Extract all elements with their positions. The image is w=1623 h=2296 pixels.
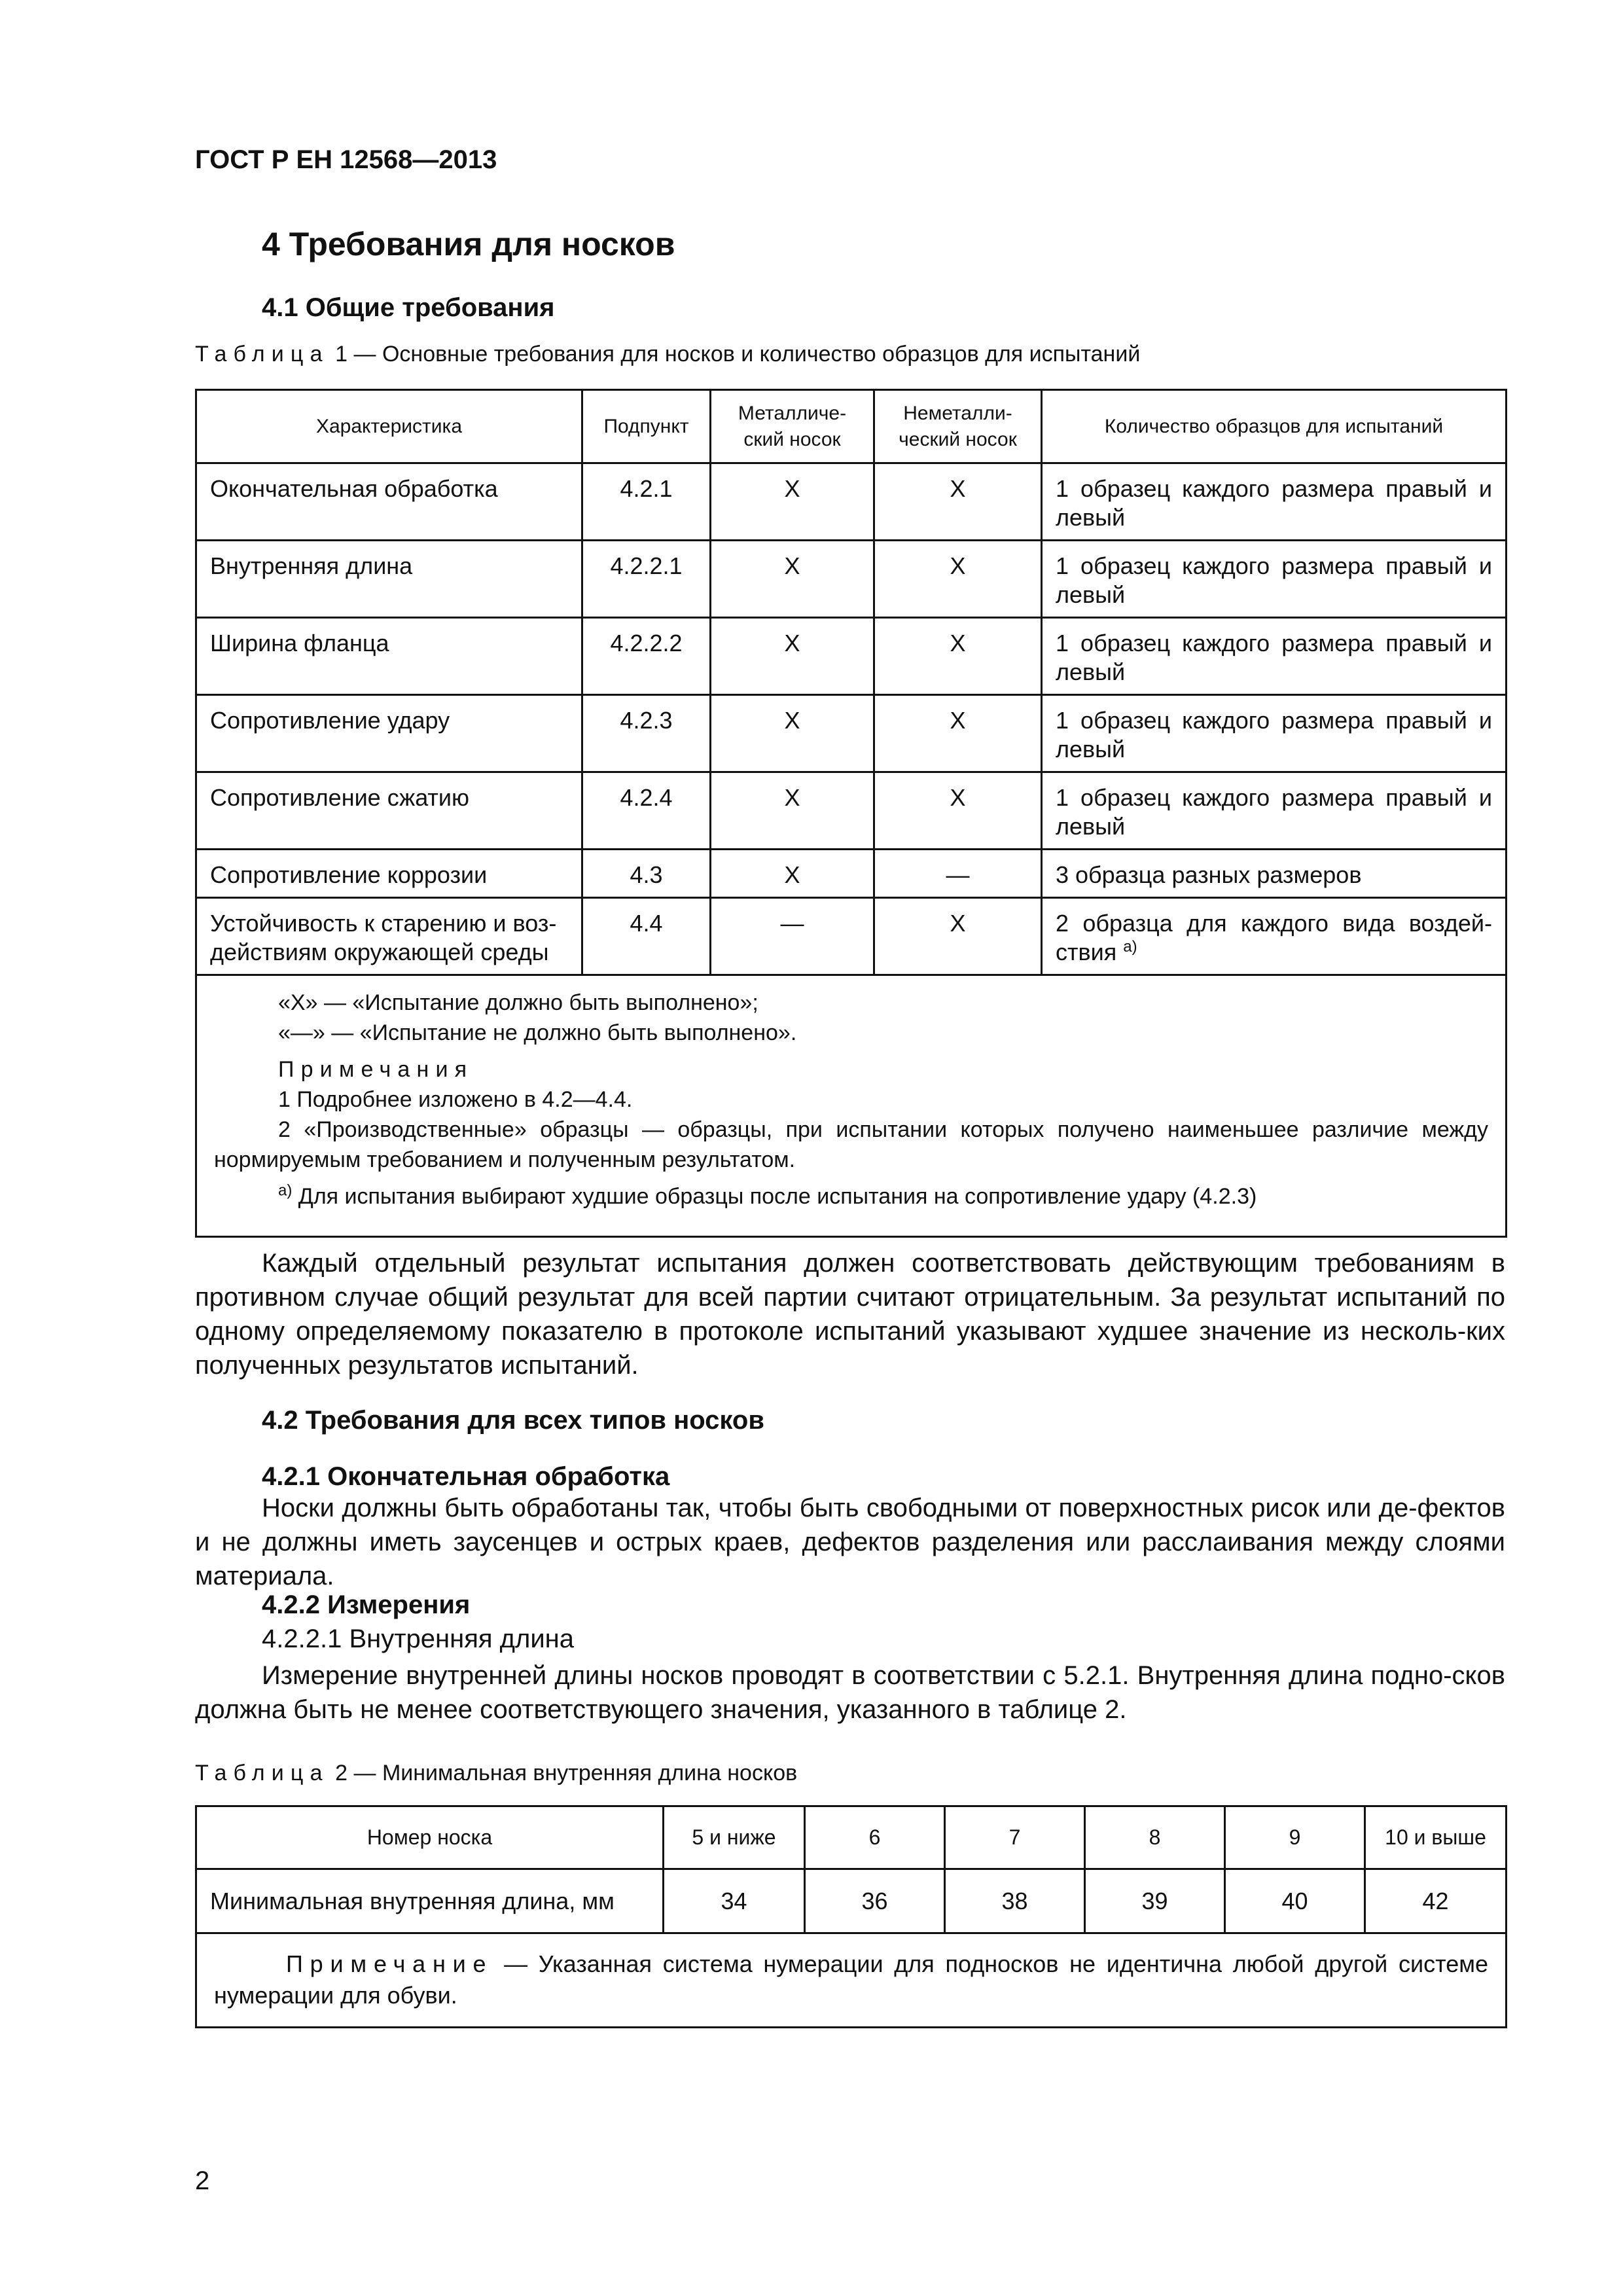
table-notes-cell [196,975,1507,1237]
footnote-mark: а) [278,1181,293,1200]
metal-cell: X [711,850,874,898]
nonmetal-cell: — [874,850,1042,898]
characteristic-cell: Ширина фланца [196,618,582,695]
clause-cell: 4.2.4 [582,772,711,850]
table-header-cell: Количество образцов для испытаний [1042,390,1507,463]
quantity-cell: 1 образец каждого размера правый и левый [1042,463,1507,541]
metal-cell: X [711,695,874,772]
length-value-cell: 40 [1225,1869,1365,1933]
characteristic-cell: Сопротивление сжатию [196,772,582,850]
metal-cell: X [711,463,874,541]
table-header-cell: Металличе-ский носок [711,390,874,463]
min-length-table [195,1805,1507,2028]
length-value-cell: 42 [1365,1869,1507,1933]
table-row [196,541,1507,618]
note-word: Примечание [286,1950,493,1977]
table-header-row [196,1806,1507,1869]
table-note-row [196,1933,1507,2028]
nonmetal-cell: X [874,695,1042,772]
table-header-cell: Неметалли-ческий носок [874,390,1042,463]
table-note-cell [196,1933,1507,2028]
table-row [196,463,1507,541]
table-row [196,850,1507,898]
table-row [196,772,1507,850]
nonmetal-cell: X [874,772,1042,850]
size-header-cell: 5 и ниже [664,1806,805,1869]
nonmetal-cell: X [874,898,1042,975]
table-row [196,695,1507,772]
characteristic-cell: Окончательная обработка [196,463,582,541]
length-paragraph [195,1659,1505,1727]
results-paragraph [195,1246,1505,1382]
size-header-cell: 6 [805,1806,945,1869]
table2-caption [195,1761,797,1786]
nonmetal-cell: X [874,541,1042,618]
nonmetal-cell: X [874,618,1042,695]
table2-caption-word: Таблица [195,1761,329,1785]
table-notes-row [196,975,1507,1237]
legend-dash: «—» — «Испытание не должно быть выполнено». [278,1020,797,1045]
footnote-ref: а) [1123,938,1137,956]
footnote [214,1181,1488,1211]
section-title: 4 Требования для носков [262,226,675,262]
characteristic-cell: Сопротивление коррозии [196,850,582,898]
length-value-cell: 39 [1085,1869,1225,1933]
metal-cell: X [711,618,874,695]
length-value-cell: 38 [945,1869,1085,1933]
table-row [196,898,1507,975]
quantity-cell [1042,898,1507,975]
footnote-text: Для испытания выбирают худшие образцы после испытания на сопротивление удару (4.2.3) [292,1184,1257,1209]
metal-cell: X [711,541,874,618]
finish-paragraph [195,1491,1505,1593]
table-row [196,1869,1507,1933]
table1-caption-text: 1 — Основные требования для носков и количество образцов для испытаний [329,342,1141,367]
note-text: — Указанная система нумерации для подносков не идентична любой другой системе нумерации для обуви. [214,1950,1488,2009]
subsection-title-4-2-2: 4.2.2 Измерения [262,1590,471,1619]
quantity-cell: 1 образец каждого размера правый и левый [1042,541,1507,618]
quantity-cell: 1 образец каждого размера правый и левый [1042,618,1507,695]
size-header-cell: 9 [1225,1806,1365,1869]
table-row [196,618,1507,695]
length-value-cell: 36 [805,1869,945,1933]
requirements-table [195,389,1507,1238]
clause-cell: 4.2.3 [582,695,711,772]
size-header-cell: 7 [945,1806,1085,1869]
clause-cell: 4.2.2.1 [582,541,711,618]
row-label-cell: Минимальная внутренняя длина, мм [196,1869,664,1933]
table2-caption-text: 2 — Минимальная внутренняя длина носков [329,1761,798,1785]
size-header-cell: 8 [1085,1806,1225,1869]
table1-caption [195,342,1140,367]
finish-paragraph-text: Носки должны быть обработаны так, чтобы быть свободными от поверхностных рисок или де-фектов и не должны иметь заусенцев и острых краев, дефектов разделения или расслаивания между слоями материала. [195,1494,1505,1590]
table-header-row [196,390,1507,463]
table-header-cell: Характеристика [196,390,582,463]
metal-cell: X [711,772,874,850]
clause-cell: 4.2.1 [582,463,711,541]
size-header-cell: 10 и выше [1365,1806,1507,1869]
quantity-text: 2 образца для каждого вида воздей-ствия [1056,910,1492,965]
quantity-cell: 3 образца разных размеров [1042,850,1507,898]
table1-caption-word: Таблица [195,342,329,367]
length-value-cell: 34 [664,1869,805,1933]
nonmetal-cell: X [874,463,1042,541]
notes-title: Примечания [278,1057,474,1082]
clause-cell: 4.2.2.2 [582,618,711,695]
subsection-title-4-2: 4.2 Требования для всех типов носков [262,1406,764,1435]
note-1: 1 Подробнее изложено в 4.2—4.4. [278,1087,633,1112]
clause-cell: 4.3 [582,850,711,898]
legend-x: «X» — «Испытание должно быть выполнено»; [278,990,758,1015]
subsection-title-4-1: 4.1 Общие требования [262,293,555,322]
subsection-title-4-2-2-1: 4.2.2.1 Внутренняя длина [262,1624,574,1653]
results-paragraph-text: Каждый отдельный результат испытания должен соответствовать действующим требованиям в противном случае общий результат для всей партии считают отрицательным. За результат испытаний по одному определяемому показателю в протоколе испытаний указывают худшее значение из несколь-ких полученных результатов испытаний. [195,1249,1505,1380]
page-number: 2 [195,2166,210,2195]
metal-cell: — [711,898,874,975]
document-header: ГОСТ Р ЕН 12568—2013 [195,145,497,174]
characteristic-cell: Внутренняя длина [196,541,582,618]
characteristic-cell: Сопротивление удару [196,695,582,772]
characteristic-cell: Устойчивость к старению и воз-действиям окружающей среды [196,898,582,975]
quantity-cell: 1 образец каждого размера правый и левый [1042,772,1507,850]
clause-cell: 4.4 [582,898,711,975]
quantity-cell: 1 образец каждого размера правый и левый [1042,695,1507,772]
length-paragraph-text: Измерение внутренней длины носков проводят в соответствии с 5.2.1. Внутренняя длина подно-сков должна быть не менее соответствующего значения, указанного в таблице 2. [195,1661,1505,1724]
table-header-cell: Подпункт [582,390,711,463]
subsection-title-4-2-1: 4.2.1 Окончательная обработка [262,1462,670,1491]
table-header-cell: Номер носка [196,1806,664,1869]
note-2: 2 «Производственные» образцы — образцы, при испытании которых получено наименьшее различие между нормируемым требованием и полученным результатом. [214,1117,1488,1172]
